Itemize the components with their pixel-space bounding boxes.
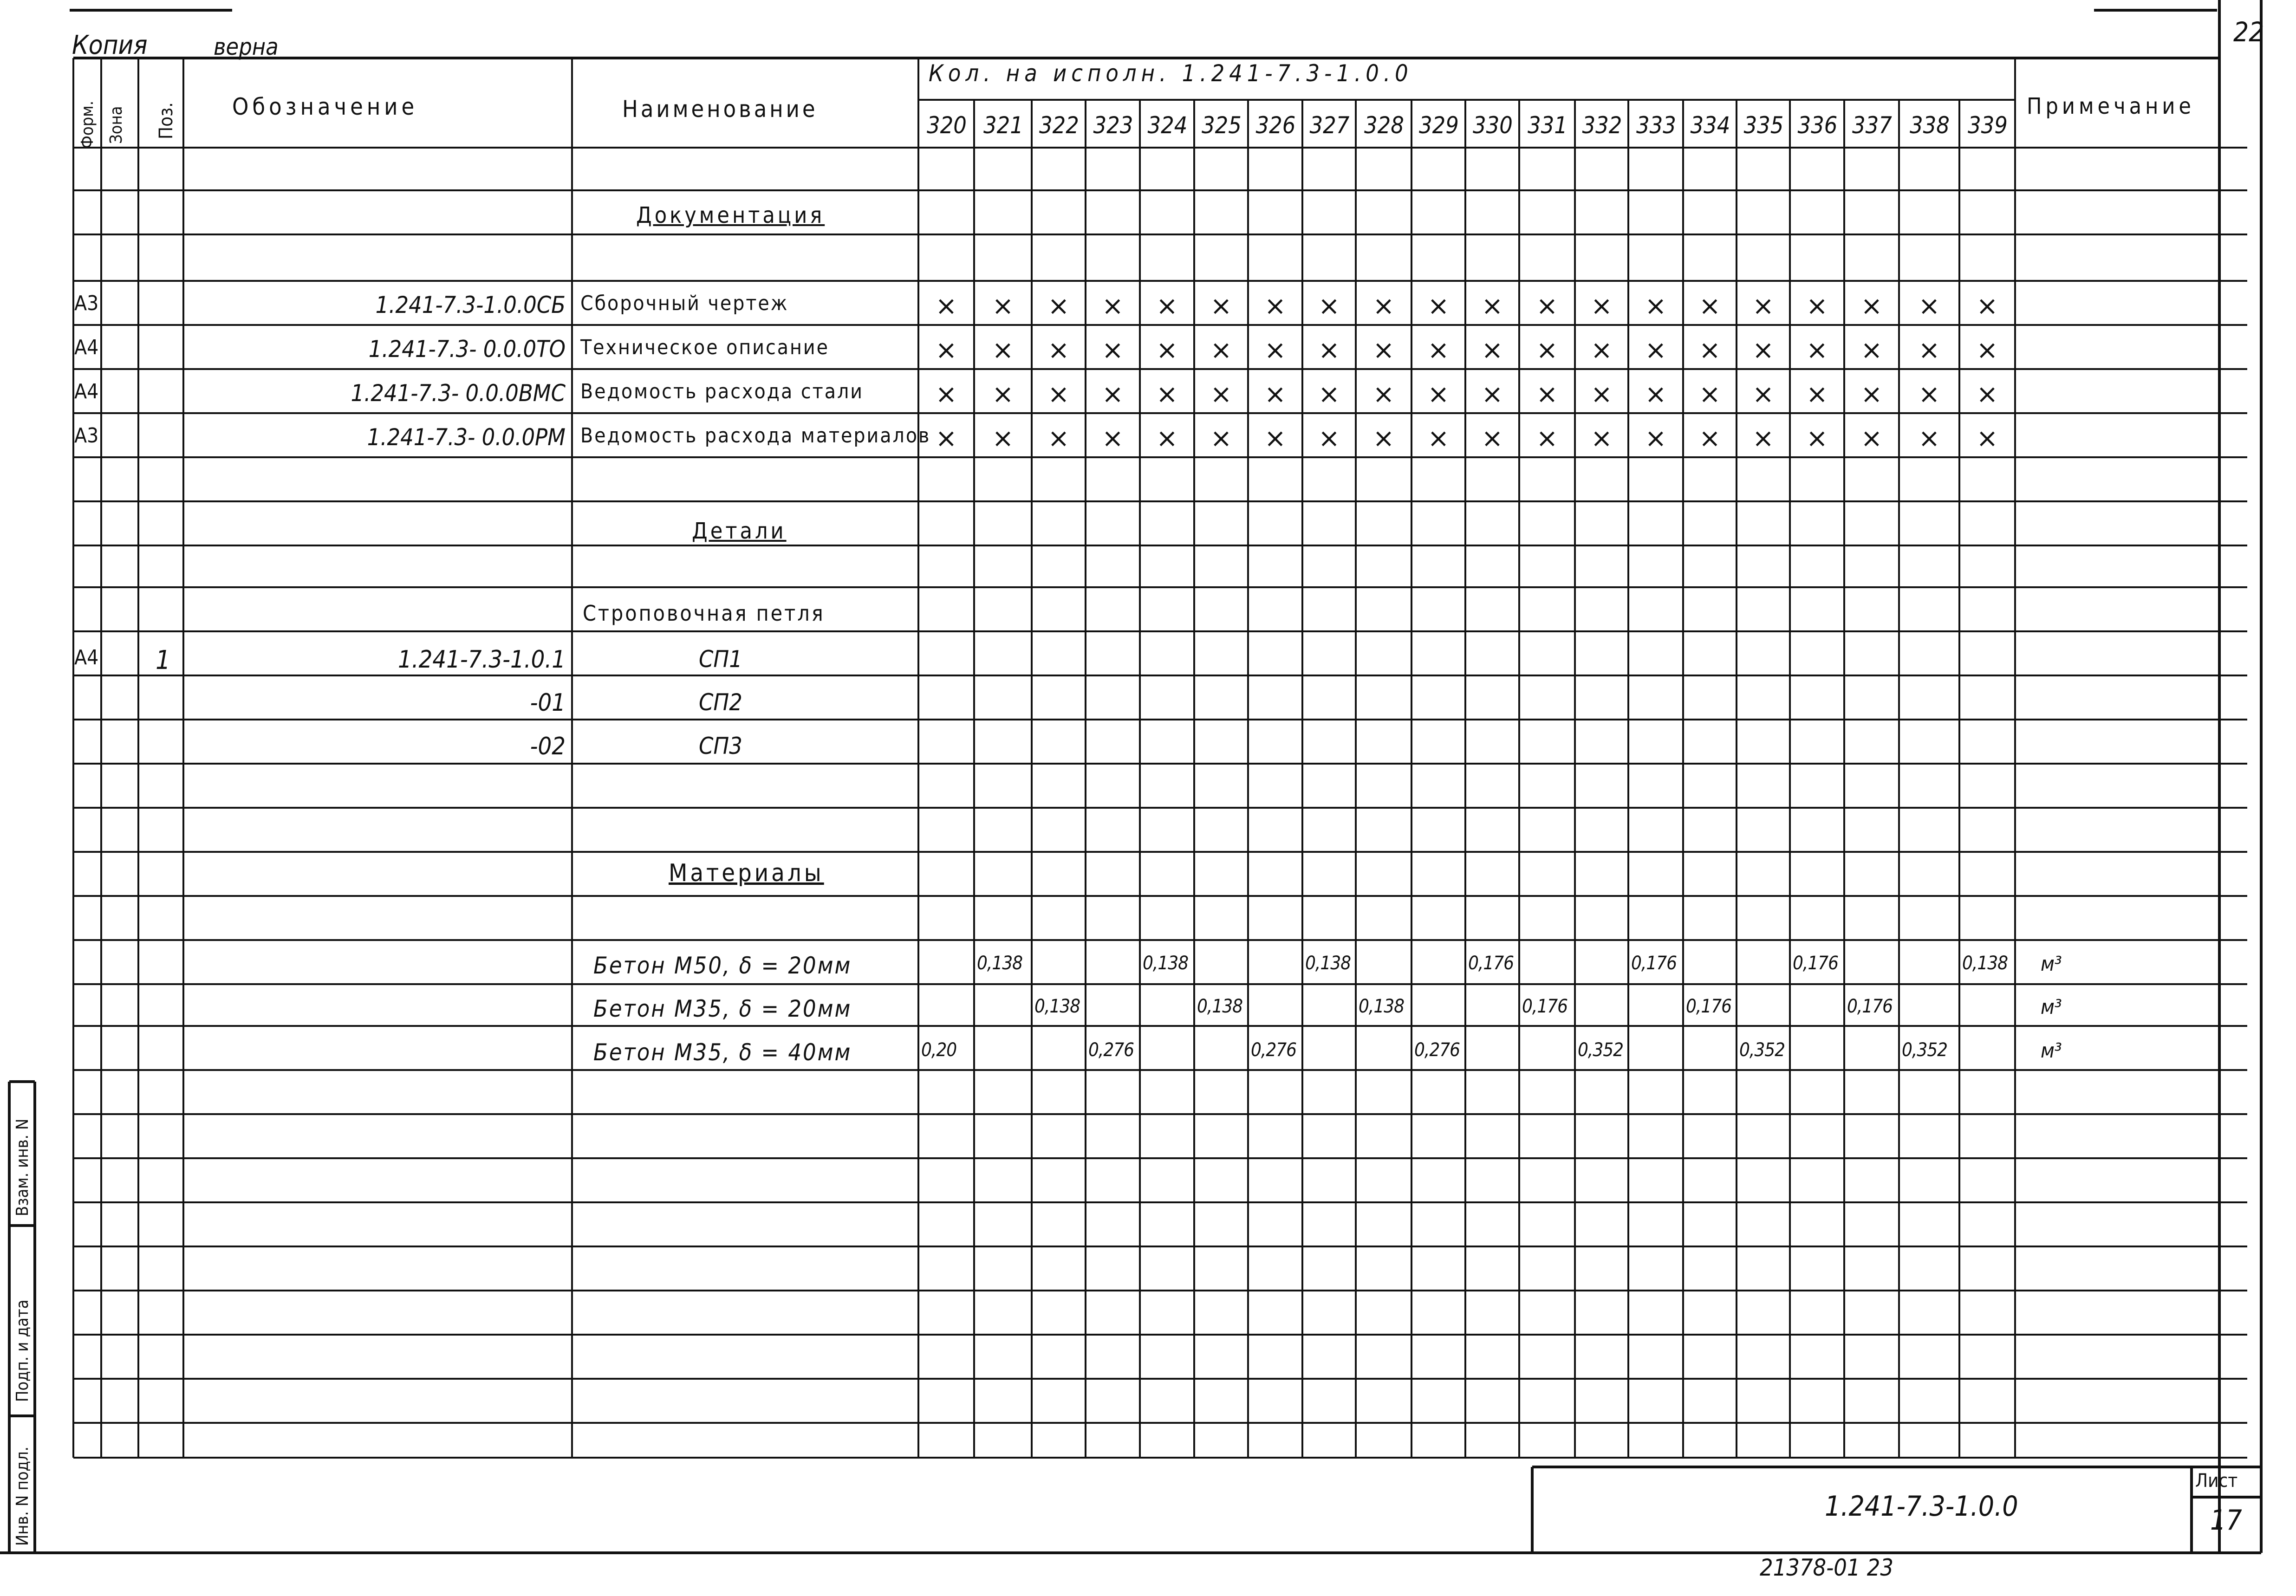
variant-header: 335: [1743, 112, 1784, 139]
doc-row-mark: ×: [1976, 423, 1998, 454]
doc-row-mark: ×: [1699, 423, 1721, 454]
material-value: 0,276: [1414, 1039, 1460, 1061]
sheet-corner-number: 22: [2233, 16, 2264, 48]
doc-row-mark: ×: [1318, 423, 1340, 454]
doc-row-mark: ×: [1264, 423, 1286, 454]
doc-row-mark: ×: [992, 379, 1014, 409]
material-value: 0,176: [1522, 996, 1568, 1017]
doc-row-format: А4: [74, 336, 99, 359]
doc-row-mark: ×: [1806, 423, 1828, 454]
doc-row-mark: ×: [1318, 379, 1340, 409]
sheet-number: 17: [2210, 1504, 2242, 1537]
part-row-designation: 1.241-7.3-1.0.1: [397, 646, 566, 674]
doc-row-mark: ×: [1318, 291, 1340, 321]
side-label-vzam-inv: Взам. инв. N: [13, 1118, 32, 1216]
doc-row-mark: ×: [935, 423, 957, 454]
doc-row-mark: ×: [1372, 335, 1395, 365]
variant-header: 332: [1582, 112, 1622, 139]
doc-row-mark: ×: [935, 291, 957, 321]
part-row-pos: 1: [156, 645, 171, 675]
doc-row-name: Сборочный чертеж: [580, 292, 789, 315]
doc-row-mark: ×: [1976, 291, 1998, 321]
doc-row-mark: ×: [1918, 423, 1940, 454]
variant-header: 339: [1968, 112, 2008, 139]
material-value: 0,138: [1962, 953, 2008, 974]
section-documentation: Документация: [636, 202, 825, 228]
doc-row-mark: ×: [1699, 379, 1721, 409]
doc-row-mark: ×: [1318, 335, 1340, 365]
doc-row-mark: ×: [1156, 423, 1178, 454]
doc-row-mark: ×: [1427, 335, 1450, 365]
doc-row-mark: ×: [1976, 335, 1998, 365]
doc-row-mark: ×: [1860, 423, 1883, 454]
doc-row-name: Ведомость расхода стали: [580, 380, 864, 403]
variant-header: 327: [1309, 112, 1350, 139]
doc-row-format: А3: [74, 292, 99, 315]
doc-row-mark: ×: [1481, 379, 1503, 409]
material-name: Бетон М50, δ = 20мм: [593, 952, 852, 979]
doc-row-mark: ×: [1752, 423, 1774, 454]
part-row-name: СП2: [699, 689, 742, 716]
doc-row-mark: ×: [1591, 379, 1613, 409]
doc-row-designation: 1.241-7.3- 0.0.0ВМС: [351, 380, 566, 407]
material-value: 0,138: [1197, 996, 1242, 1017]
doc-row-mark: ×: [1102, 291, 1124, 321]
variant-header: 330: [1473, 112, 1513, 139]
doc-row-format: А3: [74, 424, 99, 448]
doc-row-mark: ×: [1481, 291, 1503, 321]
doc-row-mark: ×: [1156, 335, 1178, 365]
section-parts: Детали: [692, 518, 787, 544]
doc-row-mark: ×: [1372, 291, 1395, 321]
archive-number: 21378-01 23: [1760, 1554, 1894, 1581]
copy-stamp-line1: Копия: [72, 30, 148, 60]
doc-row-mark: ×: [1102, 423, 1124, 454]
doc-row-mark: ×: [1591, 291, 1613, 321]
doc-row-mark: ×: [1645, 423, 1667, 454]
variant-header: 333: [1636, 112, 1676, 139]
doc-row-mark: ×: [1372, 423, 1395, 454]
doc-row-mark: ×: [992, 335, 1014, 365]
doc-row-mark: ×: [1156, 379, 1178, 409]
doc-row-mark: ×: [1918, 291, 1940, 321]
doc-row-mark: ×: [1752, 335, 1774, 365]
material-value: 0,352: [1902, 1039, 1947, 1061]
variant-header: 320: [927, 112, 967, 139]
doc-row-mark: ×: [1102, 379, 1124, 409]
material-value: 0,138: [1305, 953, 1351, 974]
doc-row-mark: ×: [1210, 423, 1232, 454]
material-name: Бетон М35, δ = 20мм: [593, 995, 852, 1022]
doc-row-mark: ×: [1481, 423, 1503, 454]
header-name: Наименование: [622, 96, 818, 123]
variant-header: 331: [1528, 112, 1568, 139]
doc-row-mark: ×: [992, 291, 1014, 321]
doc-row-mark: ×: [935, 335, 957, 365]
variant-header: 329: [1419, 112, 1459, 139]
header-format: Форм.: [78, 101, 97, 149]
doc-row-mark: ×: [1860, 335, 1883, 365]
doc-row-designation: 1.241-7.3- 0.0.0ТО: [368, 336, 566, 363]
doc-row-mark: ×: [1645, 379, 1667, 409]
doc-row-mark: ×: [1699, 291, 1721, 321]
doc-row-designation: 1.241-7.3- 0.0.0РМ: [367, 424, 566, 451]
material-value: 0,276: [1251, 1039, 1296, 1061]
doc-row-mark: ×: [1210, 335, 1232, 365]
doc-row-mark: ×: [935, 379, 957, 409]
doc-row-mark: ×: [1645, 335, 1667, 365]
doc-row-mark: ×: [1264, 291, 1286, 321]
doc-row-mark: ×: [1860, 291, 1883, 321]
doc-row-mark: ×: [1918, 379, 1940, 409]
material-value: 0,176: [1793, 953, 1838, 974]
variant-header: 323: [1093, 112, 1133, 139]
doc-row-mark: ×: [1102, 335, 1124, 365]
doc-row-mark: ×: [1427, 379, 1450, 409]
doc-row-name: Техническое описание: [580, 336, 829, 359]
header-designation: Обозначение: [232, 93, 418, 120]
doc-row-mark: ×: [1806, 335, 1828, 365]
header-zone: Зона: [107, 106, 126, 144]
title-block-designation: 1.241-7.3-1.0.0: [1825, 1490, 2018, 1523]
doc-row-mark: ×: [1427, 291, 1450, 321]
doc-row-mark: ×: [1752, 291, 1774, 321]
variant-header: 334: [1690, 112, 1730, 139]
material-name: Бетон М35, δ = 40мм: [593, 1039, 852, 1066]
parts-group-label: Строповочная петля: [583, 601, 825, 626]
material-unit: м³: [2041, 995, 2062, 1019]
material-unit: м³: [2041, 1039, 2062, 1063]
variant-header: 322: [1039, 112, 1079, 139]
header-qty-group: Кол. на исполн. 1.241-7.3-1.0.0: [929, 60, 1413, 87]
material-value: 0,138: [1359, 996, 1404, 1017]
copy-stamp-line2: верна: [214, 33, 279, 60]
doc-row-mark: ×: [1806, 291, 1828, 321]
material-value: 0,176: [1631, 953, 1677, 974]
doc-row-mark: ×: [1536, 379, 1558, 409]
doc-row-mark: ×: [1591, 423, 1613, 454]
doc-row-mark: ×: [1047, 291, 1070, 321]
doc-row-mark: ×: [992, 423, 1014, 454]
doc-row-mark: ×: [1806, 379, 1828, 409]
doc-row-mark: ×: [1481, 335, 1503, 365]
variant-header: 325: [1202, 112, 1242, 139]
material-value: 0,20: [921, 1039, 957, 1061]
doc-row-mark: ×: [1264, 379, 1286, 409]
doc-row-mark: ×: [1210, 291, 1232, 321]
variant-header: 337: [1852, 112, 1892, 139]
material-value: 0,352: [1578, 1039, 1623, 1061]
part-row-name: СП3: [699, 733, 742, 759]
variant-header: 328: [1364, 112, 1404, 139]
material-value: 0,176: [1847, 996, 1893, 1017]
sheet-label: Лист: [2195, 1470, 2238, 1492]
doc-row-format: А4: [74, 380, 99, 403]
material-value: 0,176: [1468, 953, 1514, 974]
doc-row-designation: 1.241-7.3-1.0.0СБ: [375, 292, 566, 318]
header-pos: Поз.: [156, 102, 177, 139]
material-value: 0,138: [977, 953, 1022, 974]
doc-row-mark: ×: [1047, 335, 1070, 365]
material-value: 0,276: [1088, 1039, 1134, 1061]
material-value: 0,138: [1143, 953, 1188, 974]
doc-row-mark: ×: [1918, 335, 1940, 365]
header-note: Примечание: [2027, 93, 2195, 119]
doc-row-mark: ×: [1210, 379, 1232, 409]
doc-row-mark: ×: [1047, 379, 1070, 409]
doc-row-mark: ×: [1976, 379, 1998, 409]
material-unit: м³: [2041, 952, 2062, 976]
doc-row-mark: ×: [1699, 335, 1721, 365]
material-value: 0,176: [1686, 996, 1731, 1017]
doc-row-mark: ×: [1591, 335, 1613, 365]
variant-header: 336: [1797, 112, 1838, 139]
part-row-format: А4: [74, 646, 99, 669]
doc-row-mark: ×: [1156, 291, 1178, 321]
doc-row-mark: ×: [1536, 335, 1558, 365]
doc-row-name: Ведомость расхода материалов: [580, 424, 931, 448]
part-row-name: СП1: [699, 646, 742, 673]
variant-header: 338: [1910, 112, 1950, 139]
doc-row-mark: ×: [1427, 423, 1450, 454]
doc-row-mark: ×: [1536, 423, 1558, 454]
part-row-designation: -02: [530, 733, 566, 760]
doc-row-mark: ×: [1264, 335, 1286, 365]
doc-row-mark: ×: [1536, 291, 1558, 321]
material-value: 0,352: [1739, 1039, 1785, 1061]
doc-row-mark: ×: [1860, 379, 1883, 409]
section-materials: Материалы: [669, 859, 824, 887]
doc-row-mark: ×: [1047, 423, 1070, 454]
doc-row-mark: ×: [1645, 291, 1667, 321]
side-label-inv-podl: Инв. N подл.: [13, 1447, 32, 1546]
variant-header: 326: [1255, 112, 1296, 139]
material-value: 0,138: [1034, 996, 1080, 1017]
variant-header: 321: [983, 112, 1023, 139]
side-label-podp-data: Подп. и дата: [13, 1299, 32, 1402]
part-row-designation: -01: [530, 689, 566, 717]
doc-row-mark: ×: [1752, 379, 1774, 409]
doc-row-mark: ×: [1372, 379, 1395, 409]
variant-header: 324: [1147, 112, 1188, 139]
